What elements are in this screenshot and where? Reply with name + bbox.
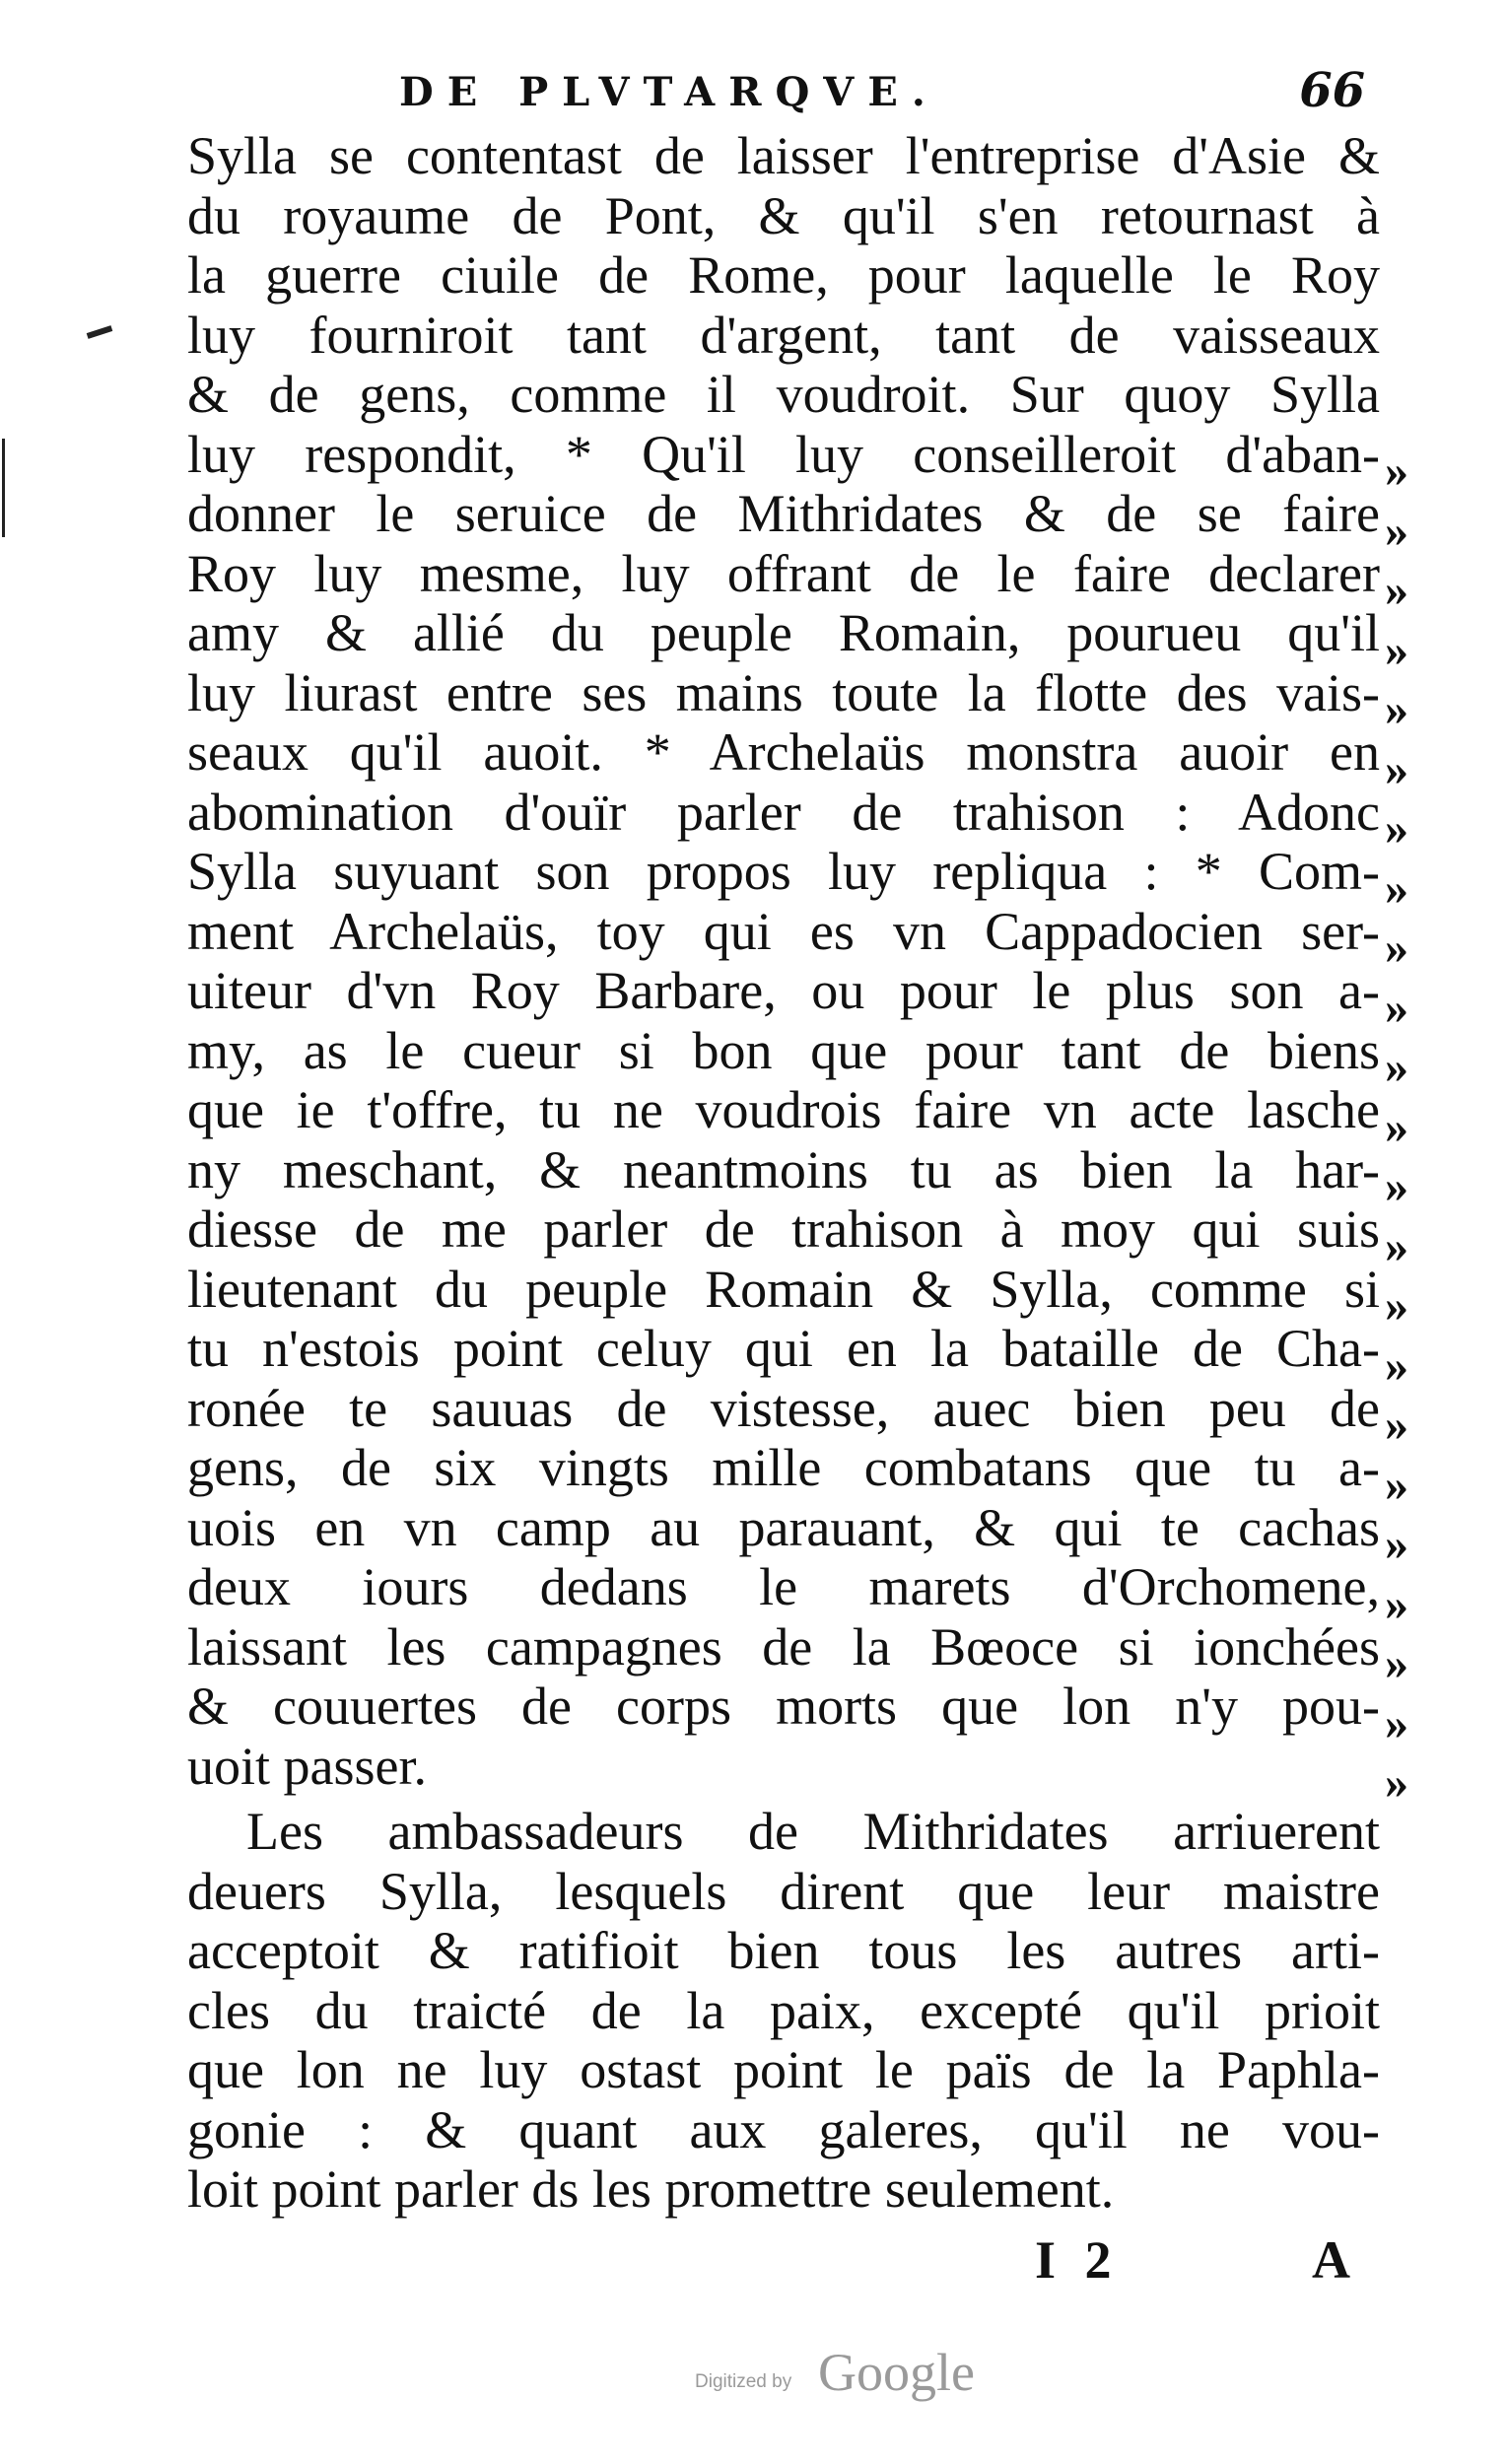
quote-mark: » [1385,1100,1408,1153]
quote-mark: » [1385,1041,1408,1093]
text-line: ronée te sauuas de vistesse, auec bien peu de [187,1378,1380,1438]
quote-mark: » [1385,1637,1408,1689]
quotation-margin-marks [1385,442,1444,1814]
text-line: Sylla suyuant son propos luy repliqua : * Com- [187,842,1380,901]
quote-mark: » [1385,1399,1408,1451]
paragraph-2 [187,1802,1380,2220]
text-line: luy fourniroit tant d'argent, tant de vaisseaux [187,305,1380,365]
page-header [399,63,1365,128]
running-title: DE PLVTARQVE. [399,69,939,115]
digitization-watermark [695,2336,1010,2405]
text-line: diesse de me parler de trahison à moy qui suis [187,1199,1380,1259]
quote-mark: » [1385,802,1408,855]
quote-mark: » [1385,445,1408,497]
text-line: uois en vn camp au parauant, & qui te cachas [187,1497,1380,1557]
quote-mark: » [1385,1577,1408,1630]
quote-mark: » [1385,981,1408,1034]
text-line: deux iours dedans le marets d'Orchomene, [187,1557,1380,1616]
text-line: gonie : & quant aux galeres, qu'il ne vou- [187,2099,1380,2159]
text-line: acceptoit & ratifioit bien tous les autres arti- [187,1921,1380,1980]
body-text [187,126,1380,2220]
quote-mark: » [1385,504,1408,557]
quote-mark: » [1385,683,1408,735]
quote-mark: » [1385,1160,1408,1212]
catchword: A [1312,2230,1350,2290]
text-line: loit point parler ds les promettre seulement. [187,2159,1115,2219]
text-line: ment Archelaüs, toy qui es vn Cappadocien ser- [187,901,1380,961]
text-line: Les ambassadeurs de Mithridates arriuerent [246,1802,1380,1861]
text-line: my, as le cueur si bon que pour tant de biens [187,1020,1380,1080]
text-line: seaux qu'il auoit. * Archelaüs monstra auoir en [187,722,1380,782]
text-line: uiteur d'vn Roy Barbare, ou pour le plus son a- [187,961,1380,1020]
text-line: uoit passer. [187,1736,427,1796]
watermark-prefix: Digitized by [695,2371,792,2392]
signature-mark: I 2 [1035,2230,1120,2290]
paragraph-1 [187,126,1380,1796]
text-line: tu n'estois point celuy qui en la bataille de Cha- [187,1319,1380,1378]
quote-mark: » [1385,623,1408,676]
text-line: deuers Sylla, lesquels dirent que leur maistre [187,1861,1380,1921]
quote-mark: » [1385,564,1408,616]
text-line: du royaume de Pont, & qu'il s'en retournast à [187,185,1380,245]
text-line: lieutenant du peuple Romain & Sylla, comme si [187,1259,1380,1319]
text-line: que ie t'offre, tu ne voudrois faire vn acte lasche [187,1080,1380,1139]
left-edge-bracket [2,439,5,537]
text-line: la guerre ciuile de Rome, pour laquelle le Roy [187,245,1380,305]
quote-mark: » [1385,922,1408,974]
quote-mark: » [1385,1338,1408,1392]
text-line: gens, de six vingts mille combatans que tu a- [187,1438,1380,1497]
text-line: que lon ne luy ostast point le païs de la Paphla- [187,2040,1380,2099]
text-line: ny meschant, & neantmoins tu as bien la har- [187,1139,1380,1199]
quote-mark: » [1385,1696,1408,1749]
text-line: laissant les campagnes de la Bœoce si ionchées [187,1616,1380,1677]
quote-mark: » [1385,742,1408,795]
text-line: cles du traicté de la paix, excepté qu'il prioit [187,1980,1380,2040]
quote-mark: » [1385,1279,1408,1332]
watermark-logo: Google [818,2343,975,2402]
text-line: luy liurast entre ses mains toute la flotte des vais- [187,662,1380,722]
text-line: & de gens, comme il voudroit. Sur quoy Sylla [187,365,1380,424]
quote-mark: » [1385,1219,1408,1272]
quote-mark: » [1385,1518,1408,1570]
text-line: donner le seruice de Mithridates & de se faire [187,484,1380,543]
text-line: Sylla se contentast de laisser l'entreprise d'Asie & [187,126,1380,185]
quote-mark: » [1385,1756,1408,1809]
text-line: luy respondit, * Qu'il luy conseilleroit d'aban- [187,424,1380,484]
page-footer [1035,2229,1350,2298]
left-margin-mark [87,325,113,339]
text-line: & couuertes de corps morts que lon n'y pou- [187,1677,1380,1736]
quote-mark: » [1385,1458,1408,1511]
page-number: 66 [1299,63,1365,118]
text-line: Roy luy mesme, luy offrant de le faire declarer [187,543,1380,603]
text-line: amy & allié du peuple Romain, pourueu qu'il [187,603,1380,662]
quote-mark: » [1385,861,1408,915]
text-line: abomination d'ouïr parler de trahison : Adonc [187,782,1380,842]
